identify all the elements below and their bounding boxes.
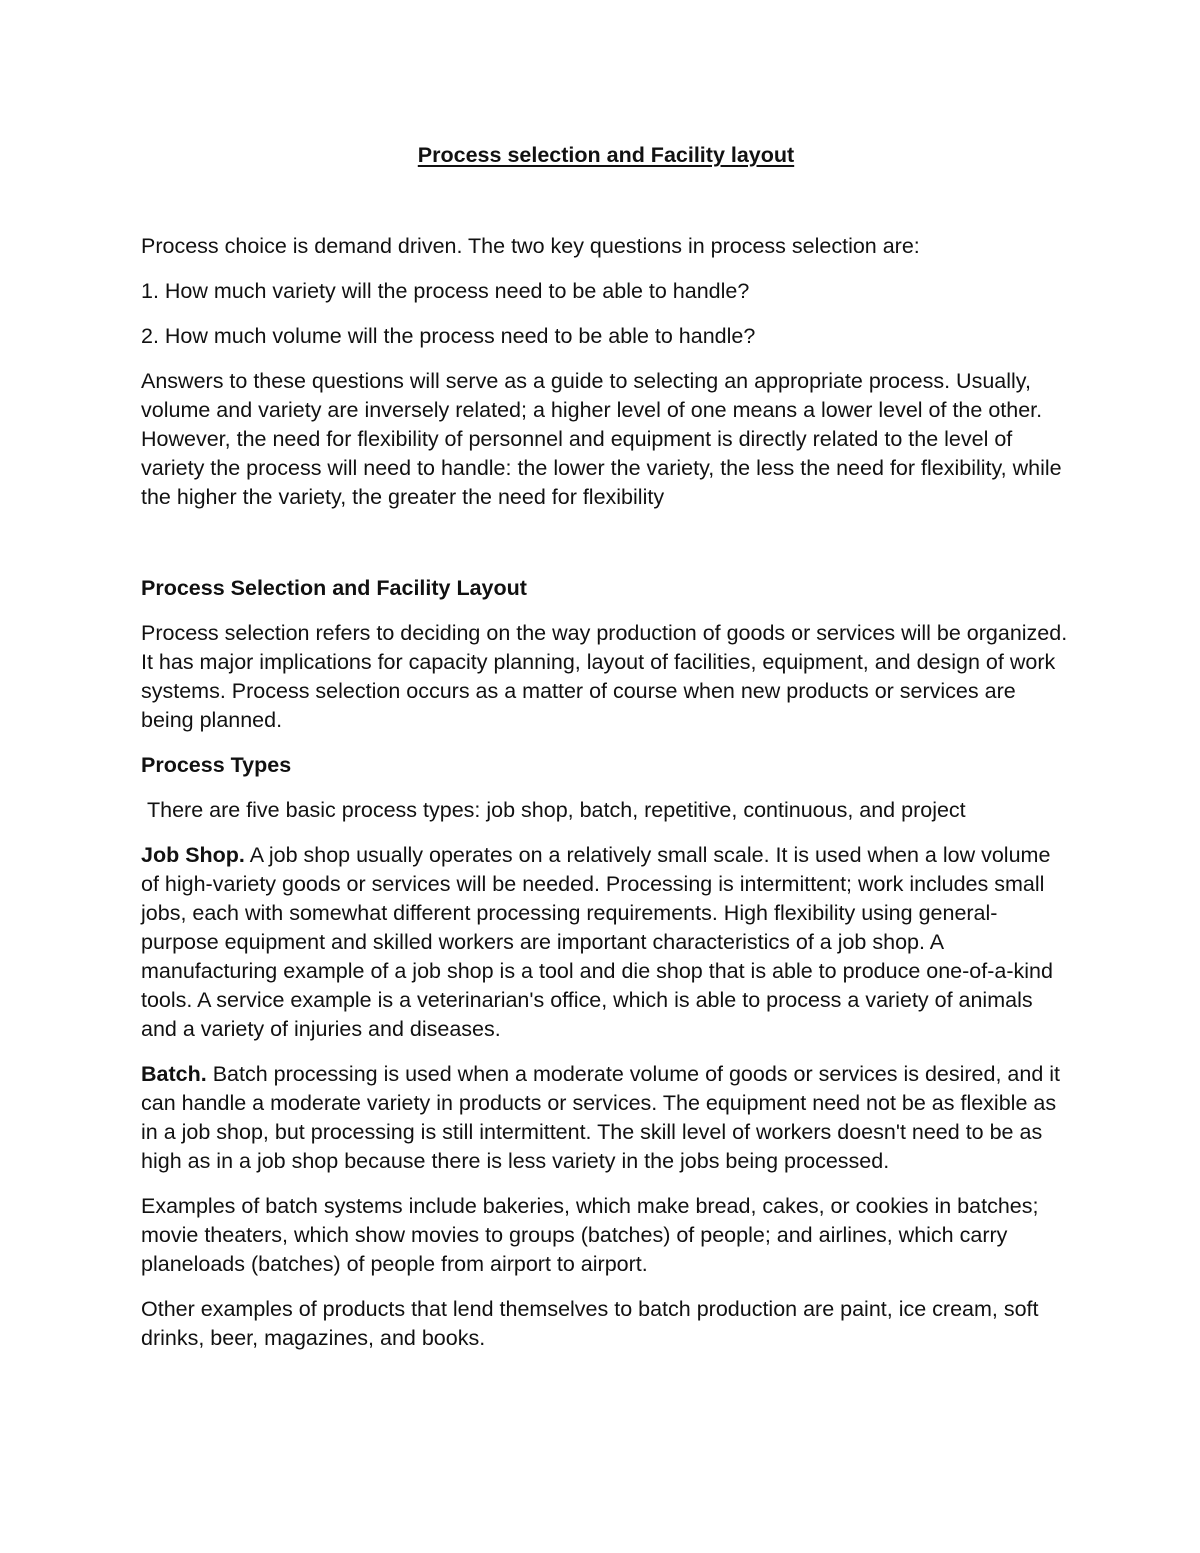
other-examples-paragraph: Other examples of products that lend themselves to batch production are paint, ice cream, soft drinks, beer, magazines, and books. (141, 1297, 1039, 1350)
job-shop-lead: Job Shop. (141, 843, 245, 867)
document-title: Process selection and Facility layout (417, 143, 795, 167)
batch-paragraph (141, 1060, 1071, 1176)
job-shop-paragraph (141, 841, 1071, 1044)
job-shop-text: A job shop usually operates on a relatively small scale. It is used when a low volume of high-variety goods or services will be needed. Processing is intermittent; work includes small jobs, each with somewhat different processing requirements. High flexibility using general-purpose equipment and skilled workers are important characteristics of a job shop. A manufacturing example of a job shop is a tool and die shop that is able to produce one-of-a-kind tools. A service example is a veterinarian's office, which is able to process a variety of animals and a variety of injuries and diseases. (141, 843, 1053, 1041)
answers-paragraph: Answers to these questions will serve as a guide to selecting an appropriate process. Usually, volume and variety are inversely related; a higher level of one means a lower level of the other. However, the need for flexibility of personnel and equipment is directly related to the level of variety the process will need to handle: the lower the variety, the less the need for flexibility, while the higher the variety, the greater the need for flexibility (141, 369, 1062, 509)
intro-paragraph: Process choice is demand driven. The two key questions in process selection are: (141, 234, 920, 258)
process-types-body: There are five basic process types: job shop, batch, repetitive, continuous, and project (147, 798, 966, 822)
question-variety: 1. How much variety will the process need to be able to handle? (141, 279, 750, 303)
section-body: Process selection refers to deciding on the way production of goods or services will be organized. It has major implications for capacity planning, layout of facilities, equipment, and design of work systems. Process selection occurs as a matter of course when new products or services are being planned. (141, 621, 1068, 732)
question-volume: 2. How much volume will the process need to be able to handle? (141, 324, 756, 348)
document-page (141, 140, 1071, 1353)
process-types-heading: Process Types (141, 753, 292, 777)
section-heading: Process Selection and Facility Layout (141, 576, 527, 600)
batch-text: Batch processing is used when a moderate volume of goods or services is desired, and it can handle a moderate variety in products or services. The equipment need not be as flexible as in a job shop, but processing is still intermittent. The skill level of workers doesn't need to be as high as in a job shop because there is less variety in the jobs being processed. (141, 1062, 1060, 1173)
batch-lead: Batch. (141, 1062, 207, 1086)
batch-examples-paragraph: Examples of batch systems include bakeries, which make bread, cakes, or cookies in batches; movie theaters, which show movies to groups (batches) of people; and airlines, which carry planeloads (batches) of people from airport to airport. (141, 1194, 1039, 1276)
